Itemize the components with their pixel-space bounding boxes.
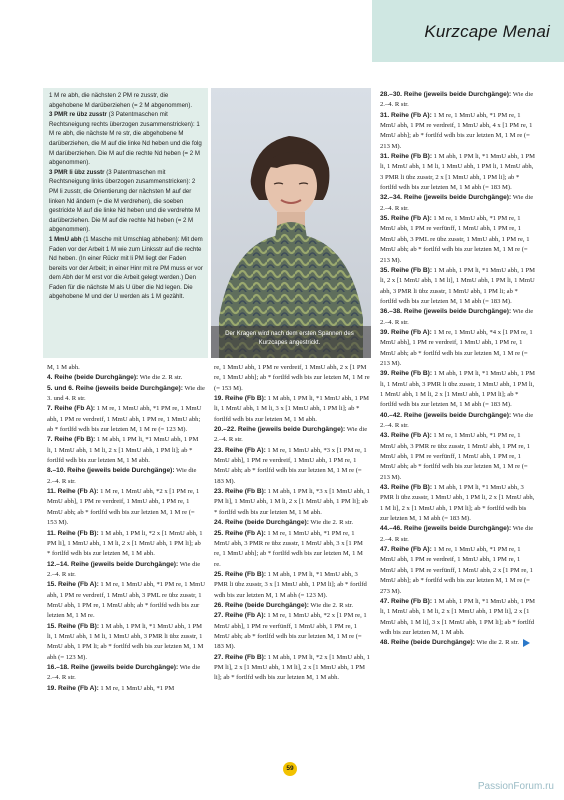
- col3-row-39a: 39. Reihe (Fb A): 1 M re, 1 MmU abh, *4 x [1 PM re, 1 MmU abh], 1 PM re verdreif, 1 MmU abh, 1 PM re, 1 MmU abh; ab * fortlfd wdh bis zur letzten M, 1 M re (= 213 M).: [380, 328, 533, 367]
- col3-row-43b: 43. Reihe (Fb B): 1 M abh, 1 PM li, *1 MmU abh, 3 PMR li übz zusstr, 1 MmU abh, 1 PM li, 2 x [1 MmU abh, 1 M li], 2 x [1 MmU abh, 1 PM li]; ab * fortlfd wdh bis zur letzten M, 1 M abh (= 183 M).: [380, 484, 535, 523]
- col3-row-36-38: 36.–38. Reihe (jeweils beide Durchgänge): Wie die 2.–4. R str.: [380, 308, 534, 326]
- col3-row-31a: 31. Reihe (Fb A): 1 M re, 1 MmU abh, *1 PM re, 1 MmU abh, 1 PM re verdreif, 1 MmU abh, 4 x [1 PM re, 1 MmU abh]; ab * fortlfd wdh bis zur letzten M, 1 M re (= 213 M).: [380, 111, 533, 150]
- col1-row-15a: 15. Reihe (Fb A): 1 M re, 1 MmU abh, *1 PM re, 1 MmU abh, 1 PM re verdreif, 1 MmU abh, 3 PML re übz zusstr, 1 MmU abh, 1 PM re, 1 MmU abh; ab * fortlfd wdh bis zur letzten M, 1 M re.: [47, 581, 206, 620]
- abbr-p1: 1 M re abh, die nächsten 2 PM re zusstr, die abgehobene M darüberziehen (= 2 M abgenommen).: [49, 92, 193, 109]
- instructions-column-1: [47, 363, 205, 694]
- col3-row-39b: 39. Reihe (Fb B): 1 M abh, 1 PM li, *1 MmU abh, 1 PM li, 1 MmU abh, 3 PMR li übz zusstr, 1 MmU abh, 1 PM li, 1 MmU abh, 1 M li, 2 x [1 MmU abh, 1 PM li]; ab * fortlfd wdh bis zur letzten M, 1 M abh (= 183 M).: [380, 370, 535, 409]
- col1-row-11b: 11. Reihe (Fb B): 1 M abh, 1 PM li, *2 x [1 MmU abh, 1 PM li], 1 MmU abh, 1 M li, 2 x [1 MmU abh, 1 PM li]; ab * fortlfd wdh bis zur letzten M, 1 M abh.: [47, 529, 203, 558]
- col2-row-24: 24. Reihe (beide Durchgänge): Wie die 2. R str.: [214, 519, 354, 527]
- page-number: 59: [283, 762, 297, 776]
- abbr-p2: (3 Patentmaschen mit Rechtsneigung rechts überzogen zusammenstricken): 1 M re abh, die nächste M re str, die abgehobene M darüberziehen, die M auf die linke Nd heben und die folg M darüberziehen. Die M auf die rechte Nd heben (= 2 M abgenommen).: [49, 111, 202, 167]
- abbreviation-text: [43, 88, 208, 302]
- col3-row-47a: 47. Reihe (Fb A): 1 M re, 1 MmU abh, *1 PM re, 1 MmU abh, 1 PM re verdreif, 1 MmU abh, 1 PM re, 1 MmU abh, 1 PM re verfünff, 1 MmU abh, 2 x [1 PM re, 1 MmU abh]; ab * fortlfd wdh bis zur letzten M, 1 M re (= 273 M).: [380, 546, 533, 595]
- col1-row-16-18: 16.–18. Reihe (jeweils beide Durchgänge): Wie die 2.–4. R str.: [47, 663, 201, 682]
- watermark: PassionForum.ru: [477, 781, 554, 792]
- abbr-term-3pmr-li: 3 PMR li übz zusstr: [49, 168, 105, 176]
- col3-row-48: 48. Reihe (beide Durchgänge): Wie die 2. R str.: [380, 638, 536, 648]
- col2-text-1: re, 1 MmU abh, 1 PM re verdreif, 1 MmU abh, 2 x [1 PM re, 1 MmU abh]; ab * fortlfd wdh bis zur letzten M, 1 M re (= 153 M).: [214, 364, 370, 392]
- col1-row-7a: 7. Reihe (Fb A): 1 M re, 1 MmU abh, *1 PM re, 1 MmU abh, 1 PM re verdreif, 1 MmU abh, 1 PM re, 1 MmU abh; ab * fortlfd wdh bis zur letzten M, 1 M re (= 123 M).: [47, 405, 202, 434]
- col1-row-8-10: 8.–10. Reihe (jeweils beide Durchgänge): Wie die 2.–4. R str.: [47, 467, 197, 485]
- col3-row-35b: 35. Reihe (Fb B): 1 M abh, 1 PM li, *1 MmU abh, 1 PM li, 2 x [1 MmU abh, 1 M li], 1 MmU abh, 1 PM li, 1 MmU abh, 3 PMR li übz zusstr, 1 MmU abh, 1 PM li; ab * fortlfd wdh bis zur letzten M, 1 M abh (= 183 M).: [380, 266, 535, 305]
- col3-row-31b: 31. Reihe (Fb B): 1 M abh, 1 PM li, *1 MmU abh, 1 PM li, 1 MmU abh, 1 M li, 1 MmU abh, 1 PM li, 1 MmU abh, 3 PMR li übz zusstr, 2 x [1 MmU abh, 1 PM li]; ab * fortlfd wdh bis zur letzten M, 1 M abh (= 183 M).: [380, 153, 535, 192]
- col2-row-23b: 23. Reihe (Fb B): 1 M abh, 1 PM li, *3 x [1 MmU abh, 1 PM li], 1 MmU abh, 1 M li, 2 x [1 MmU abh, 1 PM li]; ab * fortlfd wdh bis zur letzten M, 1 M abh.: [214, 488, 370, 516]
- col1-row-4: 4. Reihe (beide Durchgänge): Wie die 2. R str.: [47, 374, 183, 382]
- col3-row-40-42: 40.–42. Reihe (jeweils beide Durchgänge): Wie die 2.–4. R str.: [380, 411, 534, 429]
- abbr-p3: (3 Patentmaschen mit Rechtsneigung links überzogen zusammenstricken): 2 PM li zusstr, die Orientierung der nächsten M auf der linken Nd ändern (= die M verdrehen), die soeben gestrickte M auf die linke Nd heben und die verdrehte M darüberziehen. Die M auf die rechte Nd heben (= 2 M abgenommen).: [49, 168, 201, 234]
- col1-row-12-14: 12.–14. Reihe (jeweils beide Durchgänge): Wie die 2.–4. R str.: [47, 560, 201, 578]
- col2-row-26: 26. Reihe (beide Durchgänge): Wie die 2. R str.: [214, 601, 354, 609]
- continue-arrow-icon: [523, 639, 530, 647]
- instructions-column-2: [214, 363, 370, 684]
- col2-row-27a: 27. Reihe (Fb A): 1 M re, 1 MmU abh, *2 x [1 PM re, 1 MmU abh], 1 PM re verfünff, 1 MmU abh, 1 PM re, 1 MmU abh; ab * fortlfd wdh bis zur letzten M, 1 M re (= 183 M).: [214, 612, 367, 651]
- col1-row-19a: 19. Reihe (Fb A): 1 M re, 1 MmU abh, *1 PM: [47, 684, 175, 692]
- col3-row-32-34: 32.–34. Reihe (jeweils beide Durchgänge): Wie die 2.–4. R str.: [380, 194, 534, 212]
- col1-text-1: M, 1 M abh.: [47, 364, 80, 371]
- instructions-column-3: [380, 90, 536, 649]
- abbr-term-mmu: 1 MmU abh: [49, 235, 82, 243]
- abbreviation-box: [43, 88, 208, 358]
- col3-row-28-30: 28.–30. Reihe (jeweils beide Durchgänge): Wie die 2.–4. R str.: [380, 91, 534, 109]
- col1-row-5-6: 5. und 6. Reihe (jeweils beide Durchgänge): Wie die 3. und 4. R str.: [47, 384, 205, 403]
- photo-caption: Der Kragen wird nach dem ersten Spannen des Kurzcapes angestrickt.: [225, 330, 354, 346]
- col2-row-19b: 19. Reihe (Fb B): 1 M abh, 1 PM li, *1 MmU abh, 1 PM li, 1 MmU abh, 1 M li, 3 x [1 MmU abh, 1 PM li]; ab * fortlfd wdh bis zur letzten M, 1 M abh.: [214, 395, 369, 423]
- col3-row-35a: 35. Reihe (Fb A): 1 M re, 1 MmU abh, *1 PM re, 1 MmU abh, 1 PM re verfünff, 1 MmU abh, 1 PM re, 1 MmU abh, 3 PML re übz zusstr, 1 MmU abh, 1 PM re, 1 MmU abh; ab * fortlfd wdh bis zur letzten M, 1 M re (= 213 M).: [380, 215, 530, 264]
- col3-row-44-46: 44.–46. Reihe (jeweils beide Durchgänge): Wie die 2.–4. R str.: [380, 525, 534, 543]
- col2-row-20-22: 20.–22. Reihe (jeweils beide Durchgänge): Wie die 2.–4. R str.: [214, 426, 368, 444]
- col3-row-43a: 43. Reihe (Fb A): 1 M re, 1 MmU abh, *1 PM re, 1 MmU abh, 3 PMR re übz zusstr, 1 MmU abh, 1 PM re, 1 MmU abh, 1 PM re verfünff, 1 MmU abh, 1 PM re, 1 MmU abh; ab * fortlfd wdh bis zur letzten M, 1 M re (= 213 M).: [380, 432, 531, 481]
- col2-row-25a: 25. Reihe (Fb A): 1 M re, 1 MmU abh, *1 PM re, 1 MmU abh, 3 PMR re übz zusstr, 1 MmU abh, 3 x [1 PM re, 1 MmU abh]; ab * fortlfd wdh bis zur letzten M, 1 M re.: [214, 529, 363, 568]
- col2-row-27b: 27. Reihe (Fb B): 1 M abh, 1 PM li, *2 x [1 MmU abh, 1 PM li], 2 x [1 MmU abh, 1 M li], 2 x [1 MmU abh, 1 PM li]; ab * fortlfd wdh bis zur letzten M, 1 M abh.: [214, 653, 370, 682]
- col1-row-11a: 11. Reihe (Fb A): 1 M re, 1 MmU abh, *2 x [1 PM re, 1 MmU abh], 1 PM re verdreif, 1 MmU abh, 1 PM re, 1 MmU abh; ab * fortlfd wdh bis zur letzten M, 1 M re (= 153 M).: [47, 488, 200, 527]
- model-photo: [211, 88, 371, 358]
- abbr-term-3pmr-re: 3 PMR re übz zusstr: [49, 111, 107, 119]
- col2-row-23a: 23. Reihe (Fb A): 1 M re, 1 MmU abh, *3 x [1 PM re, 1 MmU abh], 1 PM re verdreif, 1 MmU abh, 1 PM re, 1 MmU abh; ab * fortlfd wdh bis zur letzten M, 1 M re (= 183 M).: [214, 446, 367, 485]
- col1-row-15b: 15. Reihe (Fb B): 1 M abh, 1 PM li, *1 MmU abh, 1 PM li, 1 MmU abh, 1 M li, 1 MmU abh, 3 PMR li übz zusstr, 1 MmU abh, 1 PM li; ab * fortlfd wdh bis zur letzten M, 1 M abh (= 123 M).: [47, 622, 204, 661]
- model-photo-illustration: [211, 88, 371, 358]
- col3-row-47b: 47. Reihe (Fb B): 1 M abh, 1 PM li, *1 MmU abh, 1 PM li, 1 MmU abh, 1 M li, 2 x [1 MmU abh, 1 PM li], 2 x [1 MmU abh, 1 M li], 3 x [1 MmU abh, 1 PM li]; ab * fortlfd wdh bis zur letzten M, 1 M abh.: [380, 597, 535, 636]
- col2-row-25b: 25. Reihe (Fb B): 1 M abh, 1 PM li, *1 MmU abh, 3 PMR li übz zusstr, 3 x [1 MmU abh, 1 PM li]; ab * fortlfd wdh bis zur letzten M, 1 M abh (= 123 M).: [214, 570, 367, 599]
- page-title: Kurzcape Menai: [424, 22, 550, 41]
- abbr-p4: (1 Masche mit Umschlag abheben): Mit dem Faden vor der Arbeit 1 M wie zum Linksstr auf die rechte Nd heben. (In einer Rückr mit li PM liegt der Faden bereits vor der Arbeit; in einer Hinr mit re PM muss er vor dem Abh der M erst vor die Arbeit gelegt werden.) Den Faden für die nächste M als U über die Nd legen. Die abgehobene M und der U werden als 1 M gezählt.: [49, 235, 203, 301]
- col1-row-7b: 7. Reihe (Fb B): 1 M abh, 1 PM li, *1 MmU abh, 1 PM li, 1 MmU abh, 1 M li, 2 x [1 MmU abh, 1 PM li]; ab * fortlfd wdh bis zur letzten M, 1 M abh.: [47, 436, 199, 465]
